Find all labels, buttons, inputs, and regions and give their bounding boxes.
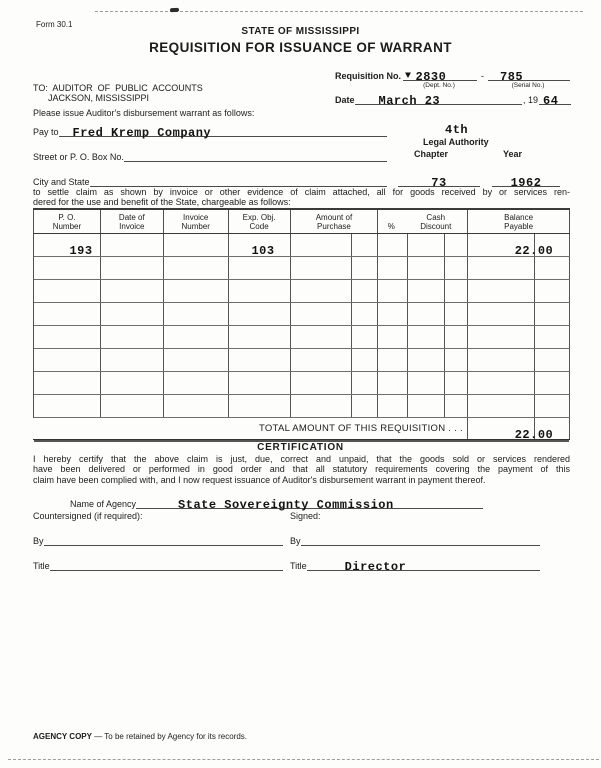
date-field [355,90,522,108]
header-date-of-invoice: Date of Invoice [101,210,164,233]
cell-amount-cents [352,326,378,348]
cell-invoice-number [164,303,229,325]
year-field [539,90,571,108]
serial-number-field [488,66,570,84]
pay-to-label: Pay to [33,127,59,137]
instruction-text: Please issue Auditor's disbursement warrant as follows: [33,108,255,118]
cell-amount-cents [352,372,378,394]
ledger-row [34,349,570,372]
city-row [33,172,387,187]
date-century: , 19 [522,95,538,105]
state-heading: STATE OF MISSISSIPPI [241,26,360,37]
cell-amount-main [291,257,353,279]
cell-balance-cents [535,257,570,279]
cell-exp-obj-code [229,395,291,417]
year-chapter-field [492,172,560,190]
ledger-total-row [33,418,570,440]
cell-po-number [34,372,101,394]
cell-amount-cents [352,280,378,302]
signed-title-row [290,556,540,574]
signed-label: Signed: [290,511,321,521]
cell-balance-main [468,395,535,417]
cell-discount-main [408,326,445,348]
signed-by-row [290,531,540,546]
agency-value: State Sovereignty Commission [178,498,394,512]
cell-exp-obj-code [229,372,291,394]
signed-title-label: Title [290,561,307,571]
form-title: REQUISITION FOR ISSUANCE OF WARRANT [149,40,452,55]
cell-amount-cents [352,349,378,371]
total-value: 22.00 [514,428,554,442]
agency-field [136,494,483,512]
header-cash-discount: Cash % Discount [378,210,468,233]
total-label: TOTAL AMOUNT OF THIS REQUISITION . . . [33,418,468,439]
cell-balance-cents [535,280,570,302]
certification-line3: claim have been complied with, and I now request issuance of Auditor's disbursement warrant in payment thereof. [33,474,486,485]
cell-discount-cents [445,257,468,279]
cell-discount-main [408,280,445,302]
header-percent: % [387,221,395,231]
ledger-row [34,257,570,280]
chapter-label: Chapter [414,149,449,159]
cell-date-of-invoice [101,349,164,371]
serial-number-value: 785 [500,70,524,84]
cell-po-number [34,349,101,371]
city-label: City and State [33,177,90,187]
date-value: March 23 [378,94,441,108]
cell-discount-cents [445,234,468,256]
header-po-number: P. O. Number [34,210,101,233]
date-label: Date [335,95,355,105]
settle-line2: dered for the use and benefit of the State, chargeable as follows: [33,197,291,208]
city-field [90,172,387,187]
countersigned-title-row [33,556,283,571]
certification-line1: I hereby certify that the above claim is just, due, correct and unpaid, that the goods sold or services rendered [33,454,570,464]
cell-amount-main [291,280,353,302]
cell-balance-main [468,303,535,325]
cell-exp-obj-code [229,303,291,325]
perforation-bottom [8,759,599,760]
pay-to-field [59,122,387,140]
cell-discount-main [408,395,445,417]
cell-amount-cents [352,234,378,256]
addressee-line1: TO: AUDITOR OF PUBLIC ACCOUNTS [33,83,203,93]
chapter-field [398,172,480,190]
cell-balance-cents [535,372,570,394]
cell-amount-main [291,349,353,371]
footer-copy-type: AGENCY COPY [33,732,92,741]
serial-number-sublabel: (Serial No.) [511,82,545,89]
cell-invoice-number [164,395,229,417]
cell-discount-cents [445,280,468,302]
cell-po-number [34,326,101,348]
certification-line2: have been delivered or performed in good order and that all statutory requirements covering the payment of this [33,464,570,475]
cell-percent [378,280,408,302]
header-balance-payable: Balance Payable [468,210,570,233]
signed-title-value: Director [344,560,407,574]
street-label: Street or P. O. Box No. [33,152,124,162]
cell-date-of-invoice [101,257,164,279]
cell-date-of-invoice [101,234,164,256]
legal-authority-label: Legal Authority [423,137,489,147]
ledger-row [34,372,570,395]
ledger-row [34,303,570,326]
cell-discount-cents [445,303,468,325]
cell-invoice-number [164,234,229,256]
cell-discount-main [408,349,445,371]
cell-date-of-invoice [101,395,164,417]
ledger-row [34,395,570,418]
cell-amount-main [291,234,353,256]
cell-percent [378,257,408,279]
entry-po-number: 193 [69,244,93,258]
cell-amount-main [291,395,353,417]
countersigned-title-field [50,556,283,571]
cell-po-number [34,395,101,417]
form-number: Form 30.1 [36,20,73,29]
footer-copy-text: — To be retained by Agency for its records. [91,732,248,741]
cell-percent [378,349,408,371]
cell-balance-cents [535,303,570,325]
cell-balance-main [468,257,535,279]
cell-invoice-number [164,257,229,279]
cell-discount-cents [445,395,468,417]
cell-discount-cents [445,372,468,394]
dept-number-field [403,66,477,84]
chapter-value: 73 [431,176,447,190]
entry-exp-obj-code: 103 [251,244,275,258]
year-chapter-value: 1962 [510,176,542,190]
signed-by-label: By [290,536,301,546]
year-value: 64 [543,94,559,108]
requisition-number-dash: - [481,71,484,81]
ledger-header [33,208,570,234]
header-invoice-number: Invoice Number [164,210,229,233]
pay-to-value: Fred Kremp Company [72,126,212,140]
countersigned-by-label: By [33,536,44,546]
requisition-number-label: Requisition No. [335,71,401,81]
agency-label: Name of Agency [70,499,137,509]
year-label: Year [503,149,523,159]
cell-invoice-number [164,372,229,394]
signed-by-field [301,531,540,546]
cell-date-of-invoice [101,372,164,394]
street-field [124,147,387,162]
cell-po-number [34,280,101,302]
cell-discount-main [408,257,445,279]
entry-balance-payable: 22.00 [514,244,554,258]
cell-amount-cents [352,395,378,417]
cell-amount-main [291,326,353,348]
cell-balance-cents [535,349,570,371]
pay-to-row [33,122,387,140]
cell-percent [378,303,408,325]
header-exp-obj-code: Exp. Obj. Code [229,210,291,233]
street-row [33,147,387,162]
cell-discount-cents [445,349,468,371]
cell-exp-obj-code [229,326,291,348]
cell-invoice-number [164,326,229,348]
cell-exp-obj-code [229,280,291,302]
cell-balance-main [468,372,535,394]
cell-exp-obj-code [229,349,291,371]
cell-balance-cents [535,395,570,417]
cell-discount-cents [445,326,468,348]
requisition-number-row [335,66,571,84]
dept-number-value: 2830 [415,70,447,84]
ledger-row [34,326,570,349]
settle-line1: to settle claim as shown by invoice or other evidence of claim attached, all for goods received by or services ren- [33,187,570,197]
cell-invoice-number [164,349,229,371]
ledger-row [34,234,570,257]
scan-smudge [170,8,179,13]
cell-balance-main [468,326,535,348]
signed-title-field [307,556,540,574]
countersigned-by-row [33,531,283,546]
ledger-table [33,208,570,440]
countersigned-title-label: Title [33,561,50,571]
cell-discount-main [408,303,445,325]
certification-heading: CERTIFICATION [257,442,344,453]
cell-percent [378,395,408,417]
cell-discount-main [408,372,445,394]
perforation-top [95,11,583,12]
footer-note [33,732,247,741]
cell-amount-main [291,372,353,394]
cell-invoice-number [164,280,229,302]
date-row [335,90,571,108]
ledger-row [34,280,570,303]
cell-amount-main [291,303,353,325]
countersigned-label: Countersigned (if required): [33,511,143,521]
cell-balance-main [468,280,535,302]
dept-number-mark: ▼ [405,71,412,82]
cell-balance-main [468,349,535,371]
ledger-body [33,234,570,418]
cell-percent [378,234,408,256]
cell-po-number [34,257,101,279]
cell-date-of-invoice [101,303,164,325]
cell-amount-cents [352,257,378,279]
legal-authority-value: 4th [445,123,469,137]
cell-balance-cents [535,326,570,348]
cell-amount-cents [352,303,378,325]
cell-percent [378,372,408,394]
cell-discount-main [408,234,445,256]
header-amount-of-purchase: Amount of Purchase [291,210,379,233]
dept-number-sublabel: (Dept. No.) [423,82,455,89]
countersigned-by-field [44,531,283,546]
agency-row [70,494,483,512]
cell-po-number [34,303,101,325]
addressee-line2: JACKSON, MISSISSIPPI [48,93,150,103]
cell-date-of-invoice [101,326,164,348]
cell-date-of-invoice [101,280,164,302]
cell-percent [378,326,408,348]
cell-exp-obj-code [229,257,291,279]
